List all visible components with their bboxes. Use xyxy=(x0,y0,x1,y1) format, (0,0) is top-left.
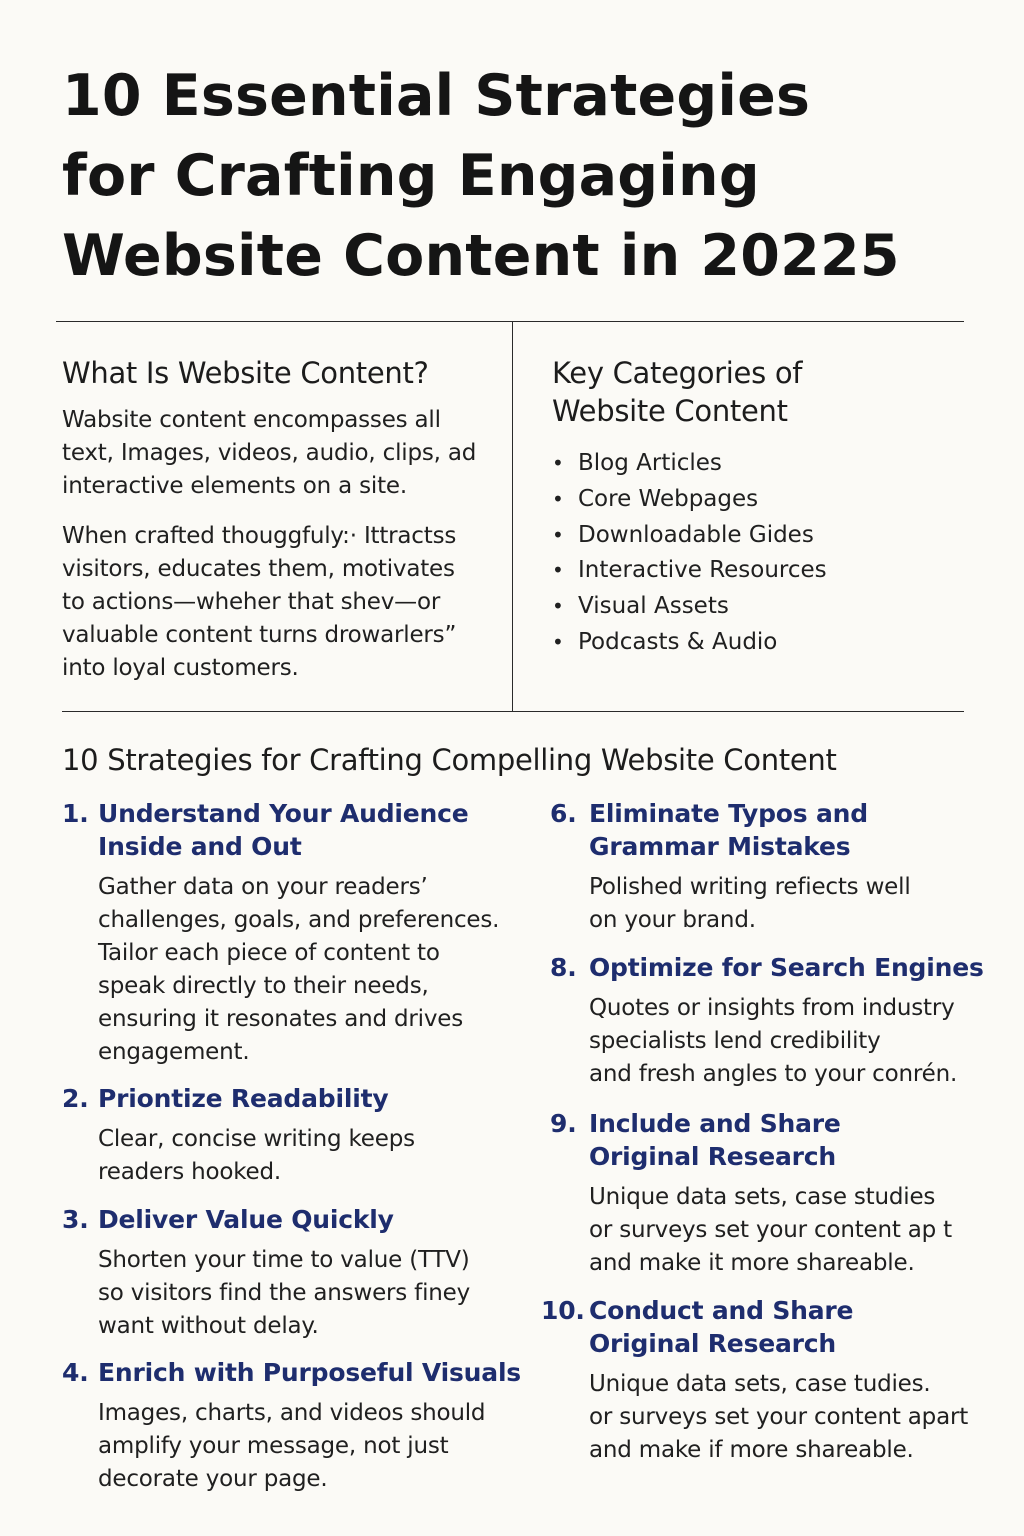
list-item xyxy=(552,589,827,625)
strategy-6 xyxy=(550,797,911,937)
paragraph-line: to actions—wheher that shev—or xyxy=(62,589,441,615)
paragraph-line: visitors, educates them, motivates xyxy=(62,556,455,582)
title-line: 10 Essential Strategies xyxy=(62,63,811,129)
list-item xyxy=(552,553,827,589)
strategy-number: 3. xyxy=(62,1205,89,1234)
strategy-body-line: or surveys set your content apart xyxy=(589,1404,969,1430)
strategy-9 xyxy=(550,1107,952,1280)
strategy-body-line: engagement. xyxy=(98,1039,250,1065)
strategy-number: 9. xyxy=(550,1109,577,1138)
strategy-title-line: Eliminate Typos and xyxy=(589,799,868,828)
list-item-label: Downloadable Gides xyxy=(578,521,814,548)
list-item-label: Core Webpages xyxy=(578,485,759,512)
strategy-body xyxy=(550,1181,952,1280)
title-line: for Crafting Engaging xyxy=(62,143,760,209)
strategy-title-line: Enrich with Purposeful Visuals xyxy=(98,1358,521,1387)
strategy-number: 10. xyxy=(541,1296,585,1325)
bullet-icon: • xyxy=(552,522,564,547)
strategy-body-line: challenges, goals, and preferences. xyxy=(98,907,500,933)
strategy-body-line: Polished writing refiects well xyxy=(589,874,911,900)
strategy-2 xyxy=(62,1082,415,1189)
divider-top xyxy=(56,321,964,322)
bullet-icon: • xyxy=(552,558,564,583)
strategy-title xyxy=(550,1107,952,1173)
strategy-3 xyxy=(62,1203,470,1343)
strategy-body-line: on your brand. xyxy=(589,907,756,933)
strategy-title xyxy=(541,1294,968,1360)
strategy-8 xyxy=(550,951,984,1091)
strategy-body xyxy=(62,1123,415,1189)
strategy-title-line: Optimize for Search Engines xyxy=(589,953,984,982)
strategy-title-line: Conduct and Share xyxy=(589,1296,854,1325)
paragraph-line: When crafted thouggfuly:· Ittractss xyxy=(62,523,457,549)
strategy-body xyxy=(541,1368,968,1467)
strategy-body xyxy=(550,992,984,1091)
list-item-label: Blog Articles xyxy=(578,450,722,476)
strategy-body-line: and fresh angles to your conrén. xyxy=(589,1061,958,1087)
strategy-body-line: speak directly to their needs, xyxy=(98,973,429,999)
bullet-icon: • xyxy=(552,594,564,619)
strategy-1 xyxy=(62,797,499,1069)
what-is-heading: What Is Website Content? xyxy=(62,356,429,390)
strategy-body-line: decorate your page. xyxy=(98,1466,328,1492)
strategy-title-line: Original Research xyxy=(589,1142,837,1171)
strategy-title xyxy=(62,1203,470,1236)
strategy-body-line: ensuring it resonates and drives xyxy=(98,1006,464,1032)
strategy-body-line: want without delay. xyxy=(98,1313,319,1339)
strategy-title-line: Original Research xyxy=(589,1329,837,1358)
paragraph-line: interactive elements on a site. xyxy=(62,473,407,499)
strategy-body xyxy=(62,1244,470,1343)
strategy-body-line: and make if more shareable. xyxy=(589,1437,914,1463)
strategy-title xyxy=(62,797,499,863)
strategy-body xyxy=(62,871,499,1069)
list-item xyxy=(552,482,827,518)
divider-vertical xyxy=(512,322,513,711)
heading-line: Website Content xyxy=(552,394,788,428)
strategy-body-line: Images, charts, and videos should xyxy=(98,1400,486,1426)
strategy-body-line: specialists lend credibility xyxy=(589,1028,881,1054)
strategy-title-line: Understand Your Audience xyxy=(98,799,469,828)
strategy-title-line: Inside and Out xyxy=(98,832,302,861)
paragraph-line: into loyal customers. xyxy=(62,655,299,681)
strategy-body-line: amplify your message, not just xyxy=(98,1433,449,1459)
strategy-10 xyxy=(541,1294,968,1467)
strategy-4 xyxy=(62,1356,521,1496)
strategy-body-line: Unique data sets, case studies xyxy=(589,1184,936,1210)
strategy-body-line: Unique data sets, case tudies. xyxy=(589,1371,931,1397)
strategy-body-line: Shorten your time to value (TTV) xyxy=(98,1247,470,1273)
bullet-icon: • xyxy=(552,451,564,475)
list-item xyxy=(552,446,827,482)
strategy-title xyxy=(62,1356,521,1389)
list-item xyxy=(552,625,827,661)
strategy-body xyxy=(62,1397,521,1496)
divider-middle xyxy=(62,711,964,712)
categories-heading xyxy=(552,354,802,430)
strategy-number: 4. xyxy=(62,1358,89,1387)
strategy-body-line: Gather data on your readers’ xyxy=(98,874,428,900)
strategy-body-line: so visitors find the answers finey xyxy=(98,1280,471,1306)
strategy-body-line: readers hooked. xyxy=(98,1159,281,1185)
paragraph-line: valuable content turns drowarlers” xyxy=(62,622,457,648)
strategy-number: 6. xyxy=(550,799,577,828)
strategy-body-line: Quotes or insights from industry xyxy=(589,995,955,1021)
heading-line: Key Categories of xyxy=(552,356,803,390)
strategy-title xyxy=(550,951,984,984)
strategy-title-line: Grammar Mistakes xyxy=(589,832,851,861)
strategy-number: 8. xyxy=(550,953,577,982)
strategy-body-line: or surveys set your content ap t xyxy=(589,1217,953,1243)
strategy-body-line: and make it more shareable. xyxy=(589,1250,915,1276)
categories-list xyxy=(552,446,827,661)
strategy-title-line: Priontize Readability xyxy=(98,1084,389,1113)
what-is-paragraph-2 xyxy=(62,520,456,685)
list-item-label: Visual Assets xyxy=(578,593,729,620)
strategy-body xyxy=(550,871,911,937)
strategy-title-line: Include and Share xyxy=(589,1109,841,1138)
list-item xyxy=(552,518,827,554)
what-is-paragraph-1 xyxy=(62,404,476,503)
strategy-title xyxy=(550,797,911,863)
paragraph-line: Wabsite content encompasses all xyxy=(62,407,441,433)
strategy-title-line: Deliver Value Quickly xyxy=(98,1205,394,1234)
strategy-number: 1. xyxy=(62,799,89,828)
title-line: Website Content in 20225 xyxy=(62,223,900,289)
strategy-title xyxy=(62,1082,415,1115)
paragraph-line: text, Images, videos, audio, clips, ad xyxy=(62,440,477,466)
strategies-heading: 10 Strategies for Crafting Compelling Website Content xyxy=(62,743,837,777)
strategy-body-line: Tailor each piece of content to xyxy=(98,940,440,966)
list-item-label: Podcasts & Audio xyxy=(578,628,778,655)
bullet-icon: • xyxy=(552,629,564,654)
strategy-body-line: Clear, concise writing keeps xyxy=(98,1126,415,1152)
bullet-icon: • xyxy=(552,486,564,511)
strategy-number: 2. xyxy=(62,1084,89,1113)
list-item-label: Interactive Resources xyxy=(578,557,827,584)
page-title xyxy=(62,56,982,296)
